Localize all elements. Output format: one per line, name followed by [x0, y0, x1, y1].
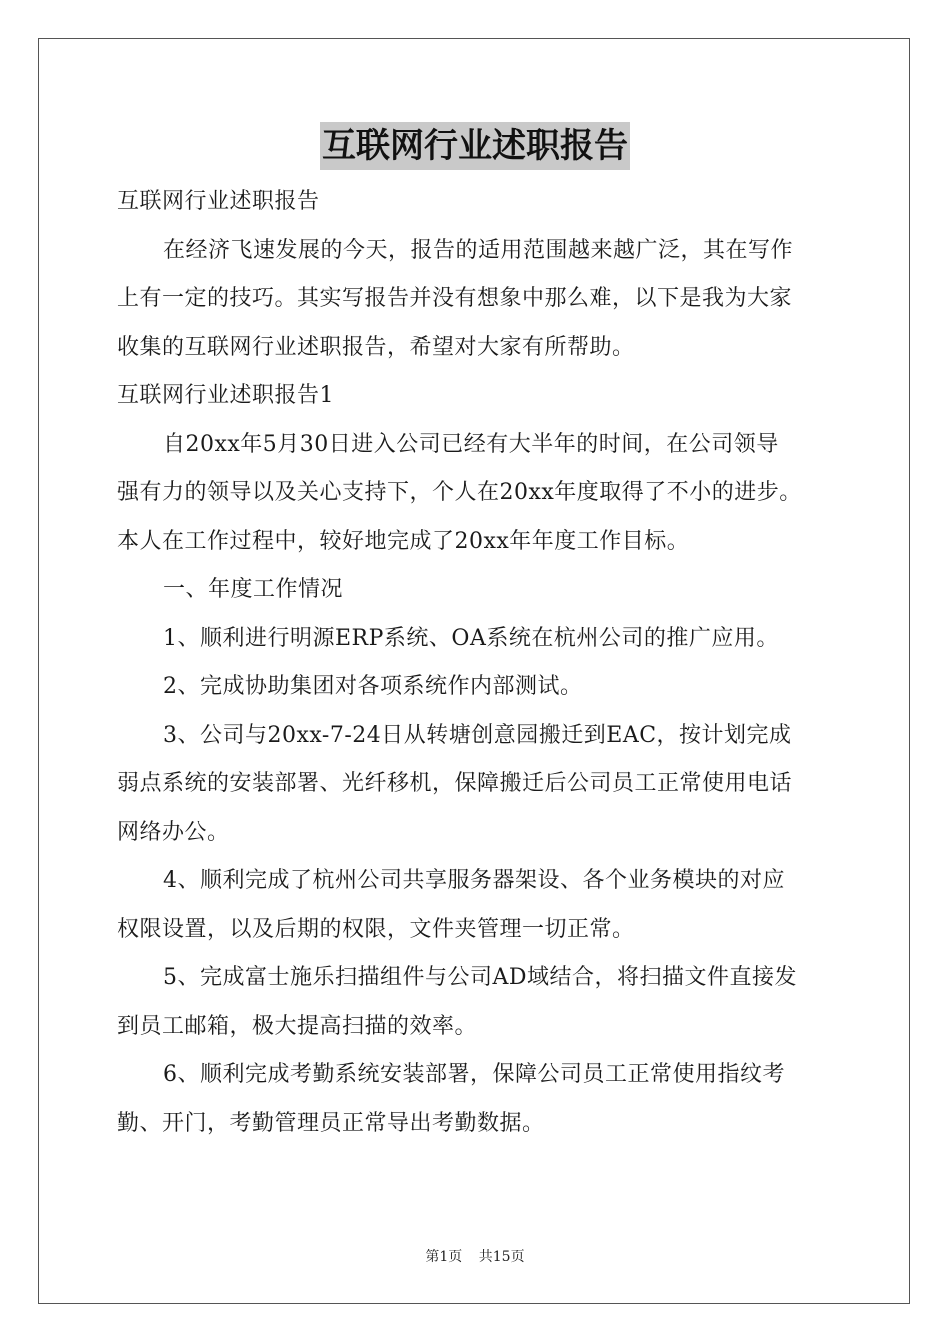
list-item-6-line-1: 6、顺利完成考勤系统安装部署，保障公司员工正常使用指纹考 — [163, 1062, 785, 1087]
heading-annual-work: 一、年度工作情况 — [163, 577, 344, 602]
p1-line-2: 强有力的领导以及关心支持下，个人在20xx年度取得了不小的进步。 — [117, 480, 802, 505]
list-item-5-line-2: 到员工邮箱，极大提高扫描的效率。 — [117, 1013, 478, 1039]
list-item-4-line-1: 4、顺利完成了杭州公司共享服务器架设、各个业务模块的对应 — [163, 868, 785, 893]
list-item-3-line-1: 3、公司与20xx-7-24日从转塘创意园搬迁到EAC，按计划完成 — [163, 722, 792, 748]
p1-line-1: 自20xx年5月30日进入公司已经有大半年的时间，在公司领导 — [163, 431, 779, 457]
list-item-3-line-3: 网络办公。 — [117, 819, 230, 845]
list-item-5-line-1: 5、完成富士施乐扫描组件与公司AD域结合，将扫描文件直接发 — [163, 965, 798, 990]
document-title: 互联网行业述职报告 — [320, 122, 630, 170]
intro-line-1: 在经济飞速发展的今天，报告的适用范围越来越广泛，其在写作 — [163, 237, 794, 263]
document-subtitle: 互联网行业述职报告 — [117, 189, 320, 214]
intro-line-2: 上有一定的技巧。其实写报告并没有想象中那么难，以下是我为大家 — [117, 286, 793, 311]
page-number-total: 共15页 — [478, 1249, 525, 1265]
section-heading: 互联网行业述职报告1 — [117, 383, 334, 408]
list-item-2: 2、完成协助集团对各项系统作内部测试。 — [163, 674, 583, 699]
list-item-1: 1、顺利进行明源ERP系统、OA系统在杭州公司的推广应用。 — [163, 625, 779, 651]
intro-line-3: 收集的互联网行业述职报告，希望对大家有所帮助。 — [117, 334, 635, 360]
list-item-4-line-2: 权限设置，以及后期的权限，文件夹管理一切正常。 — [117, 916, 635, 942]
page-number-current: 第1页 — [425, 1249, 463, 1265]
list-item-3-line-2: 弱点系统的安装部署、光纤移机，保障搬迁后公司员工正常使用电话 — [117, 771, 793, 796]
p1-line-3: 本人在工作过程中，较好地完成了20xx年年度工作目标。 — [117, 528, 690, 554]
list-item-6-line-2: 勤、开门，考勤管理员正常导出考勤数据。 — [117, 1110, 545, 1136]
page-footer — [0, 1246, 950, 1266]
document-body — [117, 178, 839, 1148]
title-container — [0, 122, 950, 170]
